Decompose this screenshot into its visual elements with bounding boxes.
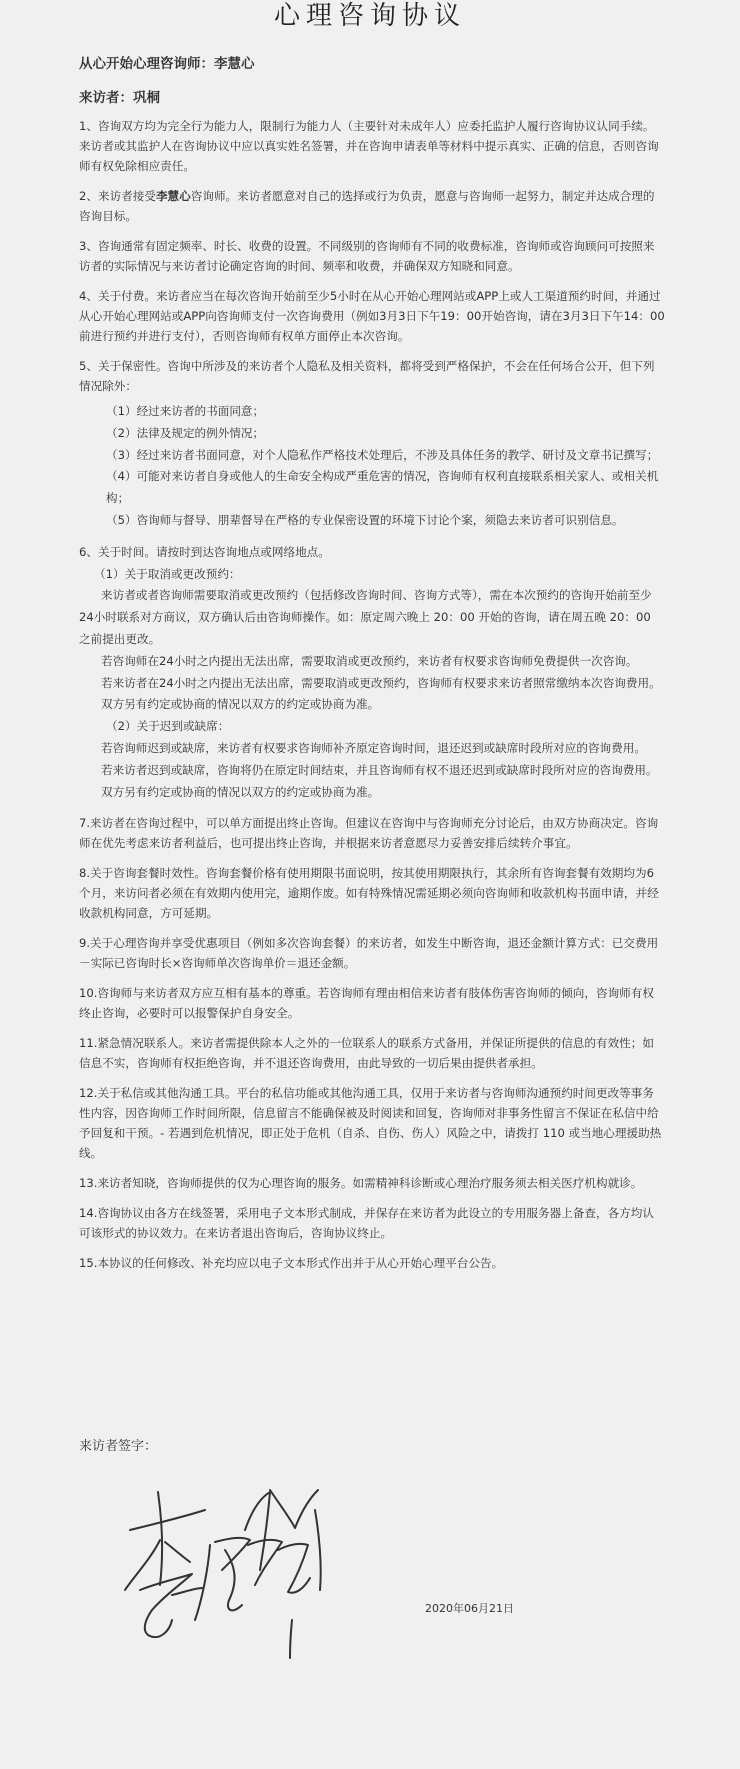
handwritten-signature (120, 1470, 350, 1670)
signature-label: 来访者签字： (79, 1439, 158, 1454)
clause-5-item: （3）经过来访者书面同意，对个人隐私作严格技术处理后，不涉及具体任务的教学、研讨及文章书记撰写； (106, 447, 659, 462)
agreement-body (79, 116, 665, 1283)
counselor-line: 从心开始心理咨询师：李慧心 (79, 56, 255, 72)
clause-5: 5、关于保密性。咨询中所涉及的来访者个人隐私及相关资料，都将受到严格保护，不会在任何场合公开，但下列情况除外： (79, 359, 655, 393)
clause-2-start: 2、来访者接受 (79, 189, 156, 203)
clause-6-sub2-para: 双方另有约定或协商的情况以双方的约定或协商为准。 (101, 784, 380, 799)
clause-12: 12.关于私信或其他沟通工具。平台的私信功能或其他沟通工具，仅用于来访者与咨询师沟通预约时间更改等事务性内容，因咨询师工作时间所限，信息留言不能确保被及时阅读和回复，咨询师对非事务性留言不保证在私信中给予回复和干预。- 若遇到危机情况，即正处于危机（自杀、自伤、伤人）风险之中，请拨打 110 或当地心理援助热线。 (79, 1086, 662, 1161)
sign-date: 2020年06月21日 (425, 1602, 514, 1615)
clause-6-sub1-para: 若来访者在24小时之内提出无法出席，需要取消或更改预约，咨询师有权要求来访者照常缴纳本次咨询费用。 (101, 675, 661, 690)
clause-5-item: （5）咨询师与督导、朋辈督导在严格的专业保密设置的环境下讨论个案，须隐去来访者可识别信息。 (106, 512, 624, 527)
clause-6-sub2-para: 若咨询师迟到或缺席，来访者有权要求咨询师补齐原定咨询时间，退还迟到或缺席时段所对应的咨询费用。 (101, 740, 646, 755)
clause-6-sub2-para: 若来访者迟到或缺席，咨询将仍在原定时间结束，并且咨询师有权不退还迟到或缺席时段所对应的咨询费用。 (101, 762, 658, 777)
clause-2-rest: 咨询师。来访者愿意对自己的选择或行为负责，愿意与咨询师一起努力，制定并达成合理的咨询目标。 (79, 189, 655, 223)
clause-7: 7.来访者在咨询过程中，可以单方面提出终止咨询。但建议在咨询中与咨询师充分讨论后，由双方协商决定。咨询师在优先考虑来访者利益后，也可提出终止咨询，并根据来访者意愿尽力妥善安排后续转介事宜。 (79, 816, 659, 851)
clause-14: 14.咨询协议由各方在线签署，采用电子文本形式制成，并保存在来访者为此设立的专用服务器上备查，各方均认可该形式的协议效力。在来访者退出咨询后，咨询协议终止。 (79, 1206, 654, 1241)
clause-6-sub1-para: 双方另有约定或协商的情况以双方的约定或协商为准。 (101, 697, 380, 712)
clause-2-counselor-name: 李慧心 (155, 189, 191, 203)
clause-6-sub1-para: 若咨询师在24小时之内提出无法出席，需要取消或更改预约，来访者有权要求咨询师免费提供一次咨询。 (101, 653, 638, 668)
clause-6-sub1-title: （1）关于取消或更改预约： (94, 566, 241, 581)
clause-1: 1、咨询双方均为完全行为能力人，限制行为能力人（主要针对未成年人）应委托监护人履行咨询协议认同手续。来访者或其监护人在咨询协议中应以真实姓名签署，并在咨询申请表单等材料中提示真实、正确的信息，否则咨询师有权免除相应责任。 (79, 119, 659, 173)
clause-13: 13.来访者知晓，咨询师提供的仅为心理咨询的服务。如需精神科诊断或心理治疗服务须去相关医疗机构就诊。 (79, 1176, 643, 1191)
clause-5-item: （1）经过来访者的书面同意； (106, 404, 265, 418)
clause-6-sub1-para: 来访者或者咨询师需要取消或更改预约（包括修改咨询时间、咨询方式等），需在本次预约的咨询开始前至少24小时联系对方商议，双方确认后由咨询师操作。如：原定周六晚上 20：00 开始的咨询，请在周五晚 20：00 之前提出更改。 (79, 588, 652, 646)
client-line: 来访者：巩桐 (79, 90, 160, 106)
clause-3: 3、咨询通常有固定频率、时长、收费的设置。不同级别的咨询师有不同的收费标准，咨询师或咨询顾问可按照来访者的实际情况与来访者讨论确定咨询的时间、频率和收费，并确保双方知晓和同意。 (79, 239, 655, 273)
clause-9: 9.关于心理咨询并享受优惠项目（例如多次咨询套餐）的来访者，如发生中断咨询，退还金额计算方式：已交费用－实际已咨询时长×咨询师单次咨询单价＝退还金额。 (79, 936, 659, 971)
clause-4: 4、关于付费。来访者应当在每次咨询开始前至少5小时在从心开始心理网站或APP上或人工渠道预约时间，并通过从心开始心理网站或APP向咨询师支付一次咨询费用（例如3月3日下午19：00开始咨询，请在3月3日下午14：00前进行预约并进行支付），否则咨询师有权单方面停止本次咨询。 (79, 289, 665, 343)
clause-6-sub2-title: （2）关于迟到或缺席： (106, 719, 230, 734)
clause-8: 8.关于咨询套餐时效性。咨询套餐价格有使用期限书面说明，按其使用期限执行，其余所有咨询套餐有效期均为6个月，来访问者必须在有效期内使用完，逾期作废。如有特殊情况需延期必须向咨询师和收款机构书面申请，并经收款机构同意，方可延期。 (79, 866, 659, 921)
clause-15: 15.本协议的任何修改、补充均应以电子文本形式作出并于从心开始心理平台公告。 (79, 1256, 504, 1271)
clause-5-item: （4）可能对来访者自身或他人的生命安全构成严重危害的情况，咨询师有权利直接联系相关家人、或相关机构； (106, 469, 659, 506)
document-title: 心理咨询协议 (273, 1, 466, 31)
clause-5-item: （2）法律及规定的例外情况； (106, 425, 265, 440)
clause-11: 11.紧急情况联系人。来访者需提供除本人之外的一位联系人的联系方式备用，并保证所提供的信息的有效性；如信息不实，咨询师有权拒绝咨询，并不退还咨询费用，由此导致的一切后果由提供者承担。 (79, 1036, 654, 1071)
clause-10: 10.咨询师与来访者双方应互相有基本的尊重。若咨询师有理由相信来访者有肢体伤害咨询师的倾向，咨询师有权终止咨询，必要时可以报警保护自身安全。 (79, 986, 654, 1021)
clause-6: 6、关于时间。请按时到达咨询地点或网络地点。 (79, 544, 330, 559)
clause-2 (79, 186, 665, 226)
